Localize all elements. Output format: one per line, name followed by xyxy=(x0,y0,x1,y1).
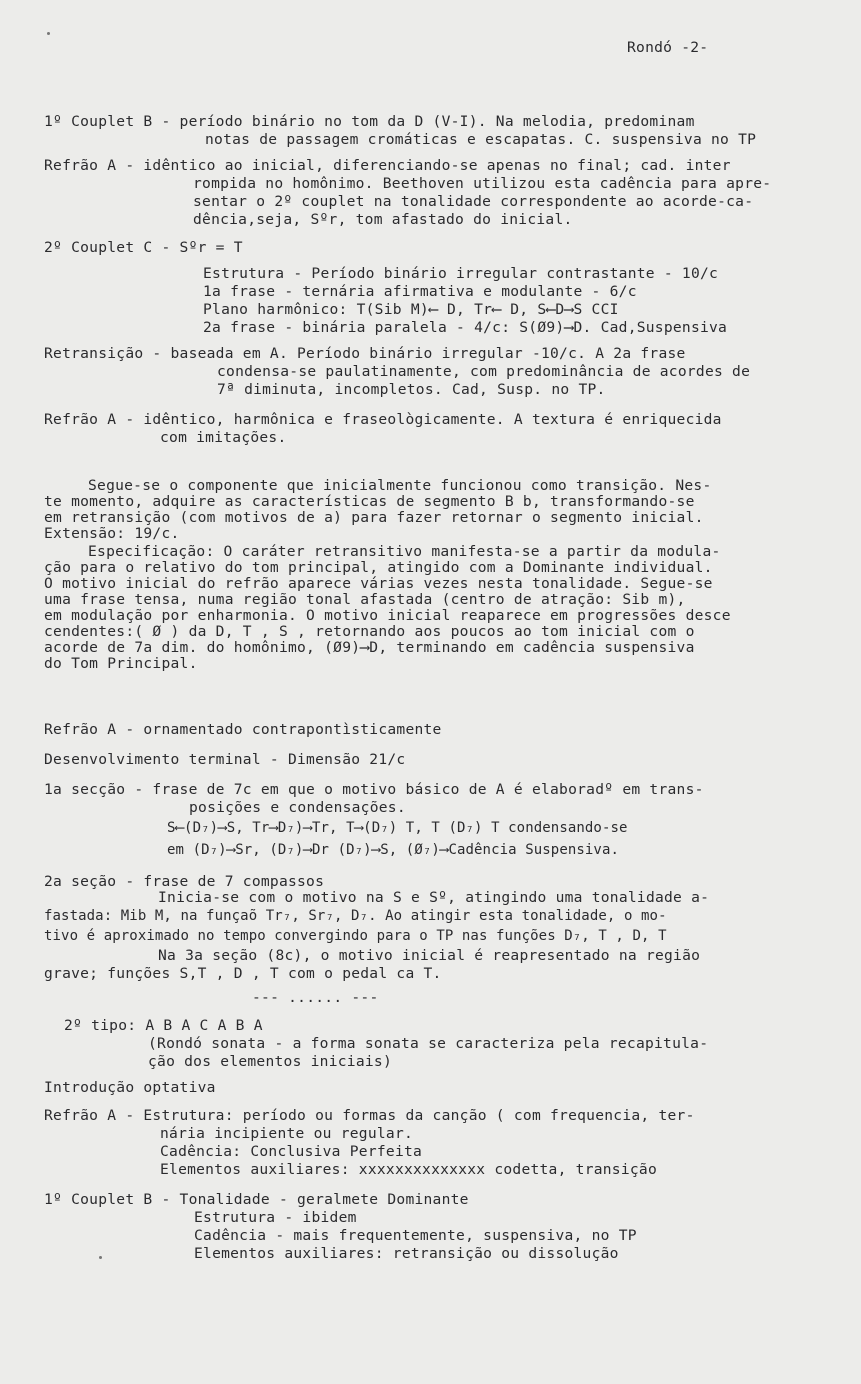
text-line: 2a seção - frase de 7 compassos xyxy=(44,873,325,890)
text-line: 2º tipo: A B A C A B A xyxy=(64,1017,263,1034)
text-line: dência,seja, Sºr, tom afastado do inicial. xyxy=(193,211,573,228)
text-line: Elementos auxiliares: xxxxxxxxxxxxxx codetta, transição xyxy=(160,1161,657,1178)
text-line: Refrão A - idêntico ao inicial, diferenciando-se apenas no final; cad. inter xyxy=(44,157,731,174)
text-line: com imitações. xyxy=(160,429,287,446)
text-line: 7ª diminuta, incompletos. Cad, Susp. no TP. xyxy=(217,381,606,398)
text-line: rompida no homônimo. Beethoven utilizou esta cadência para apre- xyxy=(193,175,772,192)
text-line: acorde de 7a dim. do homônimo, (Ø9)⟶D, terminando em cadência suspensiva xyxy=(44,639,695,656)
text-line: Estrutura - Período binário irregular contrastante - 10/c xyxy=(203,265,719,282)
text-line: Refrão A - Estrutura: período ou formas da canção ( com frequencia, ter- xyxy=(44,1107,695,1124)
text-line: sentar o 2º couplet na tonalidade correspondente ao acorde-ca- xyxy=(193,193,754,210)
text-line: (Rondó sonata - a forma sonata se caracteriza pela recapitula- xyxy=(148,1035,709,1052)
text-line: Extensão: 19/c. xyxy=(44,525,180,542)
text-line: tivo é aproximado no tempo convergindo para o TP nas funções D₇, T , D, T xyxy=(44,928,667,944)
text-line: posições e condensações. xyxy=(189,799,406,816)
text-line: Estrutura - ibidem xyxy=(194,1209,357,1226)
text-line: notas de passagem cromáticas e escapatas. C. suspensiva no TP xyxy=(205,131,757,148)
text-line: 1a secção - frase de 7c em que o motivo básico de A é elaboradº em trans- xyxy=(44,781,704,798)
text-line: Elementos auxiliares: retransição ou dissolução xyxy=(194,1245,619,1262)
text-line: Desenvolvimento terminal - Dimensão 21/c xyxy=(44,751,406,768)
text-line: uma frase tensa, numa região tonal afastada (centro de atração: Sib m), xyxy=(44,591,686,608)
text-line: Introdução optativa xyxy=(44,1079,216,1096)
text-line: fastada: Mib M, na funçaõ Tr₇, Sr₇, D₇. Ao atingir esta tonalidade, o mo- xyxy=(44,908,667,924)
text-line: em (D₇)⟶Sr, (D₇)⟶Dr (D₇)⟶S, (Ø₇)⟶Cadência Suspensiva. xyxy=(167,842,620,858)
text-line: S⟵(D₇)⟶S, Tr⟶D₇)⟶Tr, T⟶(D₇) T, T (D₇) T condensando-se xyxy=(167,820,628,836)
text-line: Retransição - baseada em A. Período binário irregular -10/c. A 2a frase xyxy=(44,345,686,362)
text-line: 2º Couplet C - Sºr = T xyxy=(44,239,243,256)
text-line: Plano harmônico: T(Sib M)⟵ D, Tr⟵ D, S⟵D⟶S CCI xyxy=(203,301,619,318)
text-line: em retransição (com motivos de a) para fazer retornar o segmento inicial. xyxy=(44,509,704,526)
text-line: Especificação: O caráter retransitivo manifesta-se a partir da modula- xyxy=(88,543,721,560)
text-line: ção para o relativo do tom principal, atingido com a Dominante individual. xyxy=(44,559,713,576)
text-line: Na 3a seção (8c), o motivo inicial é reapresentado na região xyxy=(158,947,701,964)
separator-line: --- ...... --- xyxy=(252,989,379,1006)
text-line: nária incipiente ou regular. xyxy=(160,1125,414,1142)
paper-speck xyxy=(47,32,50,35)
text-line: 2a frase - binária paralela - 4/c: S(Ø9)⟶D. Cad,Suspensiva xyxy=(203,319,728,336)
text-line: grave; funções S,T , D , T com o pedal ca T. xyxy=(44,965,442,982)
text-line: Refrão A - ornamentado contrapontìsticamente xyxy=(44,721,442,738)
page-header: Rondó -2- xyxy=(627,39,709,56)
text-line: Refrão A - idêntico, harmônica e fraseològicamente. A textura é enriquecida xyxy=(44,411,722,428)
text-line: em modulação por enharmonia. O motivo inicial reaparece em progressões desce xyxy=(44,607,731,624)
text-line: 1º Couplet B - Tonalidade - geralmete Dominante xyxy=(44,1191,469,1208)
text-line: 1º Couplet B - período binário no tom da D (V-I). Na melodia, predominam xyxy=(44,113,695,130)
text-line: ção dos elementos iniciais) xyxy=(148,1053,392,1070)
text-line: do Tom Principal. xyxy=(44,655,198,672)
text-line: condensa-se paulatinamente, com predominância de acordes de xyxy=(217,363,751,380)
text-line: te momento, adquire as características de segmento B b, transformando-se xyxy=(44,493,695,510)
paper-speck xyxy=(99,1256,102,1259)
text-line: Inicia-se com o motivo na S e Sº, atingindo uma tonalidade a- xyxy=(158,889,710,906)
text-line: 1a frase - ternária afirmativa e modulante - 6/c xyxy=(203,283,637,300)
text-line: Segue-se o componente que inicialmente funcionou como transição. Nes- xyxy=(88,477,712,494)
text-line: O motivo inicial do refrão aparece várias vezes nesta tonalidade. Segue-se xyxy=(44,575,713,592)
text-line: cendentes:( Ø ) da D, T , S , retornando aos poucos ao tom inicial com o xyxy=(44,623,695,640)
text-line: Cadência: Conclusiva Perfeita xyxy=(160,1143,423,1160)
text-line: Cadência - mais frequentemente, suspensiva, no TP xyxy=(194,1227,637,1244)
